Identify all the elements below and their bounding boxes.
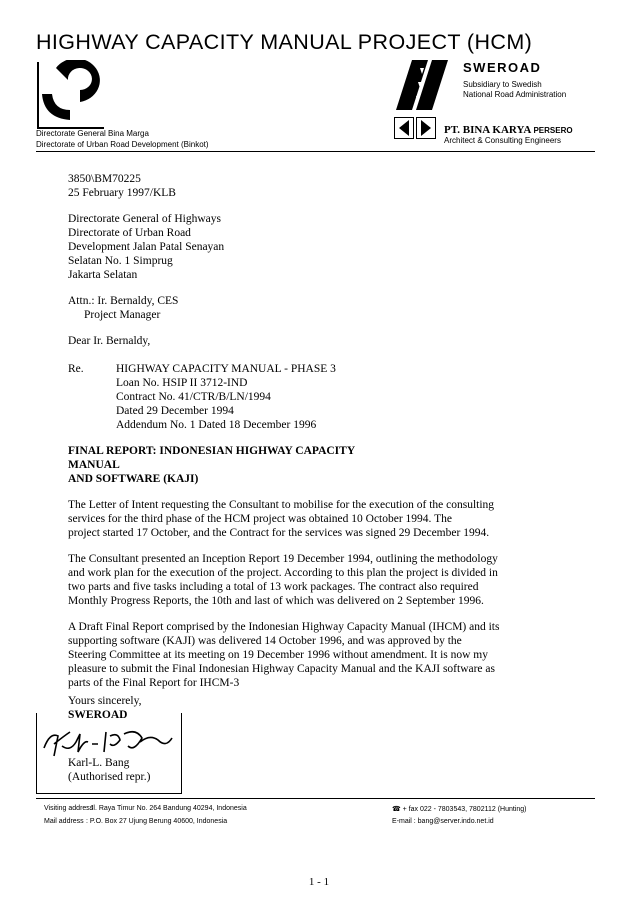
left-org-2: Directorate of Urban Road Development (Binkot) [36,140,209,149]
sweroad-sub-1: Subsidiary to Swedish [463,80,542,89]
address-line: Directorate of Urban Road [68,227,191,239]
text-line: The Consultant presented an Inception Report 19 December 1994, outlining the methodology [68,553,498,565]
text-line: supporting software (KAJI) was delivered 14 October 1996, and was approved by the [68,635,462,647]
page-number: 1 - 1 [308,876,330,888]
closing: Yours sincerely, [68,695,142,707]
re-line: Loan No. HSIP II 3712-IND [116,377,248,389]
paragraph-1 [68,498,538,540]
attention-line: Attn.: Ir. Bernaldy, CES [68,295,179,307]
re-label: Re. [68,363,84,375]
address-line: Directorate General of Highways [68,213,221,225]
signer-role: (Authorised repr.) [68,771,151,783]
text-line: Steering Committee at its meeting on 19 December 1996 without amendment. It is now my [68,649,488,661]
address-line: Development Jalan Patal Senayan [68,241,225,253]
re-line: Dated 29 December 1994 [116,405,234,417]
re-line: HIGHWAY CAPACITY MANUAL - PHASE 3 [116,363,336,375]
signer-name: Karl-L. Bang [68,757,130,769]
visit-address: : Jl. Raya Timur No. 264 Bandung 40294, Indonesia [86,805,247,812]
visit-address-label: Visiting address [44,805,94,812]
text-line: parts of the Final Report for IHCM-3 [68,677,240,689]
subject-line: AND SOFTWARE (KAJI) [68,473,199,485]
text-line: two parts and five tasks including a total of 13 work packages. The contract also required [68,581,479,593]
address-line: Selatan No. 1 Simprug [68,255,173,267]
sender-company: SWEROAD [68,709,128,721]
text-line: pleasure to submit the Final Indonesian Highway Capacity Manual and the KAJI software as [68,663,495,675]
sweroad-logo [394,60,458,110]
phone-fax: ☎ + fax 022 - 7803543, 7802112 (Hunting) [392,806,527,813]
text-line: and work plan for the execution of the project. According to this plan the project is divided in [68,567,498,579]
re-line: Addendum No. 1 Dated 18 December 1996 [116,419,317,431]
footer-divider [36,798,595,799]
subject-line: MANUAL [68,459,120,471]
text-line: Monthly Progress Reports, the 10th and last of which was delivered on 2 September 1996. [68,595,484,607]
paragraph-3 [68,620,538,690]
bina-karya-name: PT. BINA KARYA PERSERO [444,124,573,136]
address-line: Jakarta Selatan [68,269,138,281]
email-address: E-mail : bang@server.indo.net.id [392,818,494,825]
sweroad-name: SWEROAD [463,60,542,75]
text-line: project started 17 October, and the Contract for the services was signed 29 December 1994. [68,527,490,539]
subject-line: FINAL REPORT: INDONESIAN HIGHWAY CAPACITY [68,445,356,457]
bina-marga-logo [36,60,106,130]
mail-address-label: Mail address [44,818,84,825]
left-org-1: Directorate General Bina Marga [36,129,149,138]
salutation: Dear Ir. Bernaldy, [68,335,151,347]
text-line: A Draft Final Report comprised by the Indonesian Highway Capacity Manual (IHCM) and its [68,621,500,633]
attention-role: Project Manager [84,309,161,321]
letter-date: 25 February 1997/KLB [68,187,176,199]
bina-karya-persero: PERSERO [533,126,573,135]
document-title: HIGHWAY CAPACITY MANUAL PROJECT (HCM) [36,30,533,54]
paragraph-2 [68,552,538,608]
header-divider [36,151,595,152]
bina-karya-sub: Architect & Consulting Engineers [444,136,561,145]
mail-address: : P.O. Box 27 Ujung Berung 40600, Indonesia [86,818,228,825]
text-line: services for the third phase of the HCM project was obtained 10 October 1994. The [68,513,452,525]
letter-ref: 3850\BM70225 [68,173,141,185]
text-line: The Letter of Intent requesting the Consultant to mobilise for the execution of the consulting [68,499,495,511]
bina-karya-logo [394,117,436,139]
sweroad-sub-2: National Road Administration [463,90,567,99]
re-line: Contract No. 41/CTR/B/LN/1994 [116,391,271,403]
